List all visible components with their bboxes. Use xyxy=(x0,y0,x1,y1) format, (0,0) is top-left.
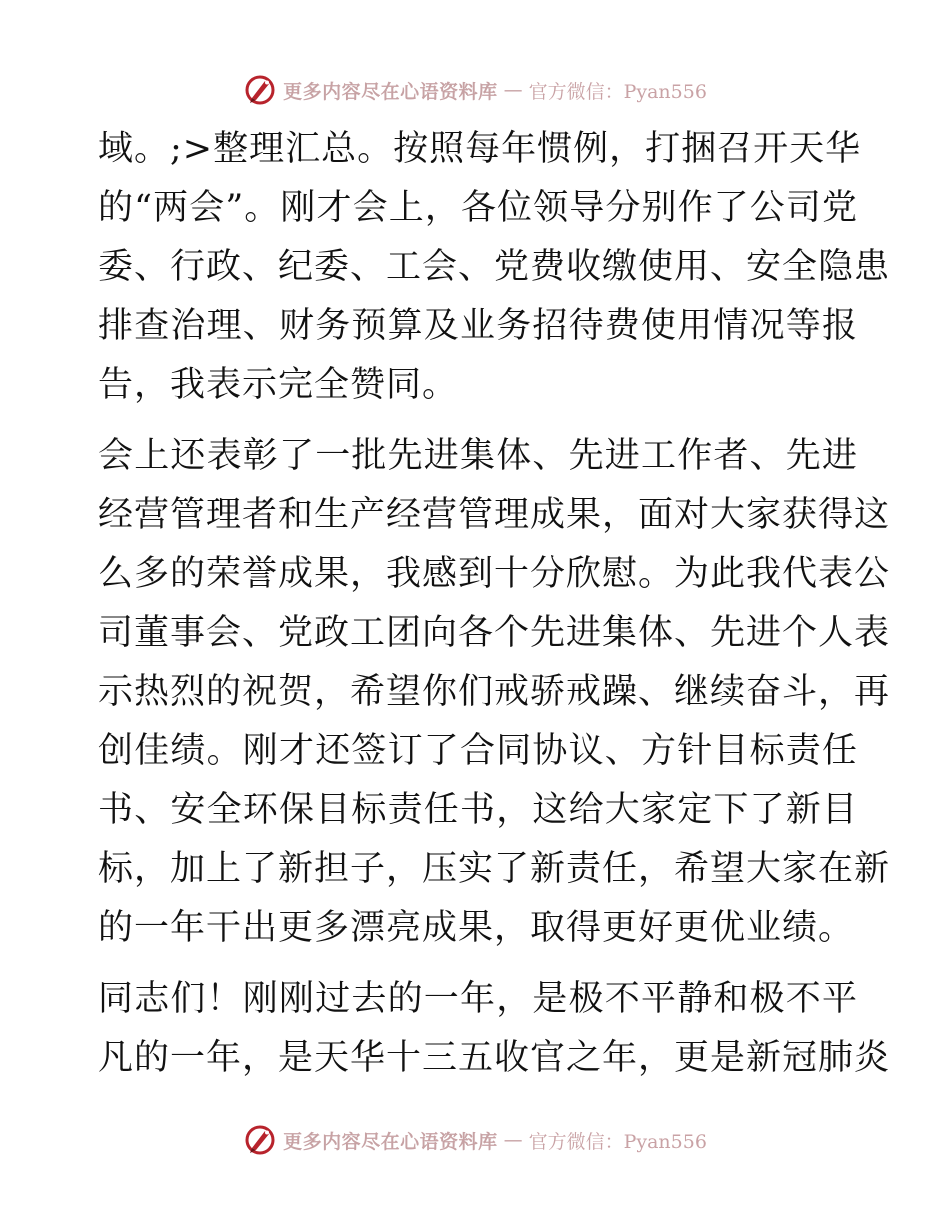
document-body xyxy=(98,120,891,1088)
pen-logo-icon xyxy=(243,73,277,107)
header-dash: — xyxy=(503,79,523,101)
paragraph-2 xyxy=(98,427,891,958)
text-line: 么多的荣誉成果，我感到十分欣慰。为此我代表公 xyxy=(98,554,891,594)
text-line: 书、安全环保目标责任书，这给大家定下了新目 xyxy=(98,790,858,830)
footer-contact-text: 官方微信：Pyan556 xyxy=(528,1130,707,1153)
text-line: 告，我表示完全赞同。 xyxy=(98,365,459,405)
text-line: 会上还表彰了一批先进集体、先进工作者、先进 xyxy=(98,436,858,476)
footer-brand-text: 更多内容尽在心语资料库 xyxy=(283,1130,498,1153)
header-brand-text: 更多内容尽在心语资料库 xyxy=(283,80,498,103)
paragraph-3 xyxy=(98,970,891,1088)
text-line: 凡的一年，是天华十三五收官之年，更是新冠肺炎 xyxy=(98,1038,891,1078)
text-line: 示热烈的祝贺，希望你们戒骄戒躁、继续奋斗，再 xyxy=(98,672,891,712)
footer-dash: — xyxy=(503,1129,523,1151)
text-line: 排查治理、财务预算及业务招待费使用情况等报 xyxy=(98,306,858,346)
text-line: 司董事会、党政工团向各个先进集体、先进个人表 xyxy=(98,613,891,653)
text-line: 创佳绩。刚才还签订了合同协议、方针目标责任 xyxy=(98,731,858,771)
text-line: 的“两会”。刚才会上，各位领导分别作了公司党 xyxy=(98,188,858,228)
text-line: 标，加上了新担子，压实了新责任，希望大家在新 xyxy=(98,849,891,889)
text-line: 委、行政、纪委、工会、党费收缴使用、安全隐患 xyxy=(98,247,891,287)
paragraph-1 xyxy=(98,120,891,415)
pen-logo-icon xyxy=(243,1123,277,1157)
header-contact-text: 官方微信：Pyan556 xyxy=(528,80,707,103)
text-line: 的一年干出更多漂亮成果，取得更好更优业绩。 xyxy=(98,908,855,948)
text-line: 同志们！刚刚过去的一年，是极不平静和极不平 xyxy=(98,979,858,1019)
header-watermark xyxy=(0,70,950,110)
text-line: 域。;>整理汇总。按照每年惯例，打捆召开天华 xyxy=(98,129,862,169)
text-line: 经营管理者和生产经营管理成果，面对大家获得这 xyxy=(98,495,891,535)
footer-watermark xyxy=(0,1120,950,1160)
